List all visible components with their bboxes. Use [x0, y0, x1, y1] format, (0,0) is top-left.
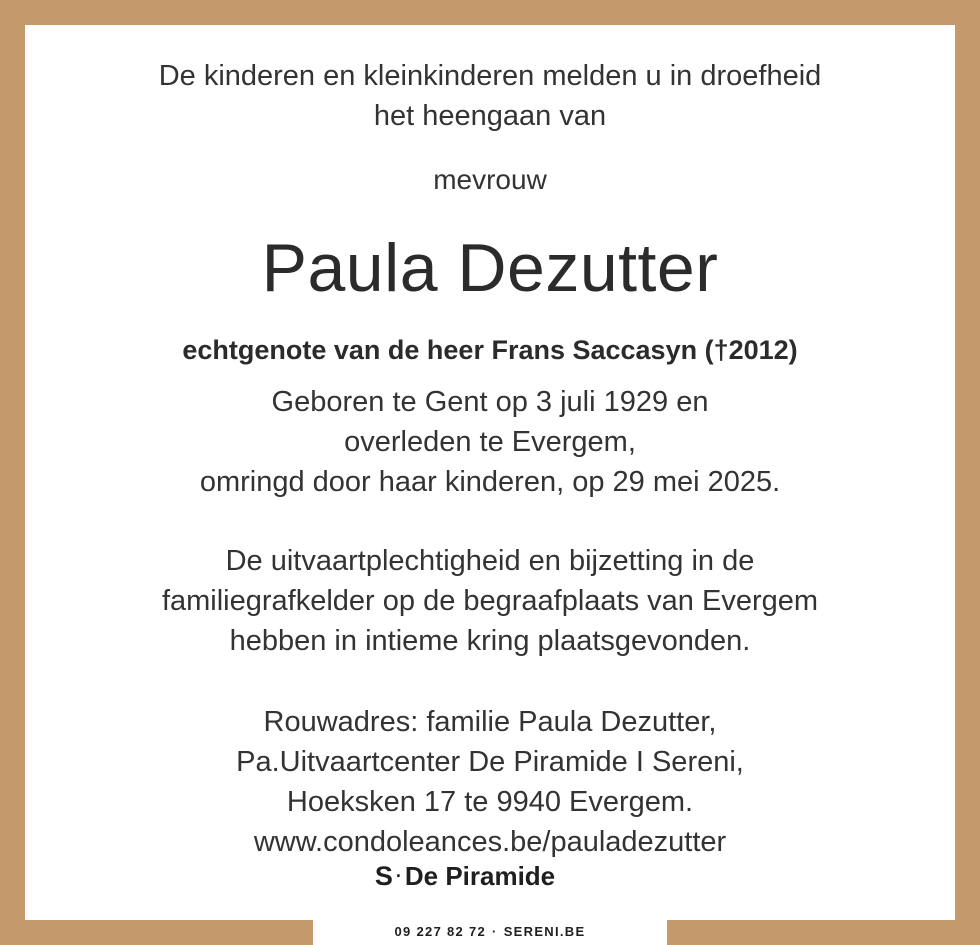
address-line-2: Pa.Uitvaartcenter De Piramide I Sereni, [236, 746, 744, 778]
brand-name: De Piramide [404, 861, 556, 891]
birth-line-3: omringd door haar kinderen, op 29 mei 2025. [199, 466, 781, 498]
address-line-3: Hoeksken 17 te 9940 Evergem. [286, 786, 694, 818]
birth-line-2: overleden te Evergem, [344, 426, 636, 458]
funeral-line-1: De uitvaartplechtigheid en bijzetting in de [225, 545, 755, 577]
birth-line-1: Geboren te Gent op 3 juli 1929 en [271, 386, 709, 418]
deceased-name: Paula Dezutter [261, 230, 719, 306]
footer-tab [313, 920, 667, 945]
intro-line-2: het heengaan van [373, 100, 607, 132]
spouse-line: echtgenote van de heer Frans Saccasyn (†2012) [182, 335, 798, 365]
phone-number: 09 227 82 72 [394, 924, 487, 939]
website: SERENI.BE [503, 924, 586, 939]
funeral-home-logo [290, 858, 640, 894]
condolence-url: www.condoleances.be/pauladezutter [253, 826, 727, 858]
brand-letter: S [374, 861, 393, 891]
brand-dot: · [395, 866, 402, 886]
funeral-line-3: hebben in intieme kring plaatsgevonden. [229, 625, 751, 657]
salutation: mevrouw [433, 164, 547, 195]
intro-line-1: De kinderen en kleinkinderen melden u in droefheid [158, 60, 822, 92]
contact-separator: · [492, 924, 498, 939]
contact-line [313, 924, 667, 940]
obituary-card [25, 25, 955, 920]
funeral-line-2: familiegrafkelder op de begraafplaats van Evergem [161, 585, 819, 617]
address-line-1: Rouwadres: familie Paula Dezutter, [263, 706, 717, 738]
